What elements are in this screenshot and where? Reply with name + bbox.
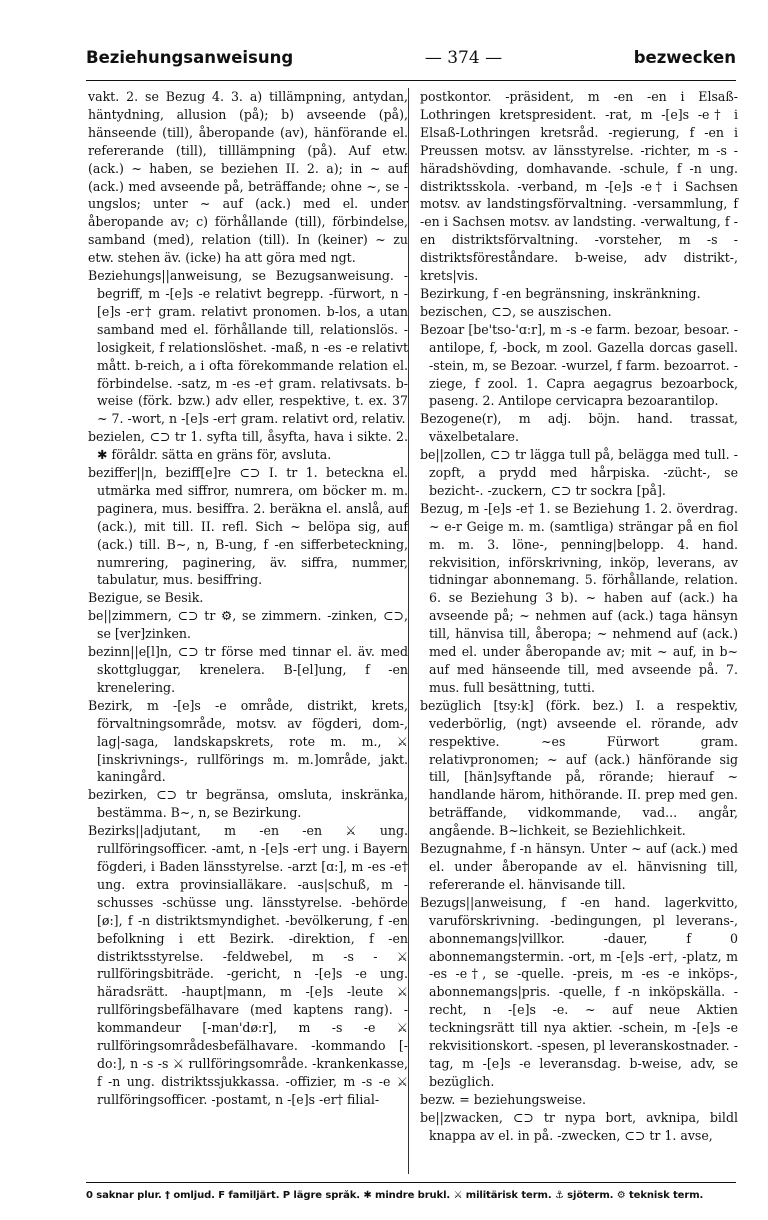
entry: bezw. = beziehungsweise. [420, 1091, 587, 1107]
entry: be||zimmern, ⊂⊃ tr ⚙, se zimmern. -zinken, ⊂⊃, se [ver]zinken. [88, 608, 408, 642]
entry: Bezigue, se Besik. [88, 590, 204, 606]
header-rule [86, 80, 736, 81]
entry: be||zollen, ⊂⊃ tr lägga tull på, belägga med tull. -zopft, a prydd med hårpiska. -zücht-, se bezicht-. -zuckern, ⊂⊃ tr sockra [på]. [420, 447, 738, 498]
entry: vakt. 2. se Bezug 4. 3. a) tillämpning, antydan, häntydning, allusion (på); b) avseende (på), hänseende (till), åberopande (av), hänförande el. refererande (till), tilllämpning (på). Auf etw. (ack.) ~ haben, se beziehen II. 2. a); in ~ auf (ack.) med avseende på, beträffande; ohne ~, se -ungslos; unter ~ auf (ack.) med el. under åberopande av; c) förhållande (till), förbindelse, samband (med), relation (till). In (keiner) ~ zu etw. stehen äv. (icke) ha att göra med ngt. [88, 89, 408, 266]
entry: postkontor. -präsident, m -en -en i Elsaß-Lothringen kretspresident. -rat, m -[e]s -e† i Elsaß-Lothringen kretsråd. -regierung, f -en i Preussen motsv. av länsstyrelse. -richter, m -s - häradshövding, domhavande. -schule, f -n ung. distriktsskola. -verband, m -[e]s -e† i Sachsen motsv. av landstingsförvaltning. -versammlung, f -en i Sachsen motsv. av landsting. -verwaltung, f -en distriktsförvaltning. -vorsteher, m -s - distriktsföreståndare. b-weise, adv distrikt-, krets|vis. [420, 89, 738, 284]
entry: bezischen, ⊂⊃, se auszischen. [420, 303, 612, 319]
column-divider [408, 88, 409, 1174]
left-column [88, 88, 408, 1109]
entry: Bezugs||anweisung, f -en hand. lagerkvitto, varuförskrivning. -bedingungen, pl leverans-, abonnemangs|villkor. -dauer, f 0 abonnemangstermin. -ort, m -[e]s -er†, -platz, m -es -e†, se -quelle. -preis, m -es -e inköps-, abonnemangs|pris. -quelle, f -n inköpskälla. -recht, n -[e]s -e. ~ auf neue Aktien teckningsrätt till nya aktier. -schein, m -[e]s -e rekvisitionskort. -spesen, pl leveranskostnader. -tag, m -[e]s -e leveransdag. b-weise, adv, se bezüglich. [420, 894, 738, 1089]
entry: Bezoar [be'tso-'ɑ:r], m -s -e farm. bezoar, besoar. -antilope, f, -bock, m zool. Gazella dorcas gasell. -stein, m, se Bezoar. -wurzel, f farm. bezoarrot. -ziege, f zool. 1. Capra aegagrus bezoarbock, paseng. 2. Antilope cervicapra bezoarantilop. [420, 321, 738, 409]
right-column [420, 88, 738, 1144]
footer-rule [86, 1182, 736, 1183]
entry: bezinn||e[l]n, ⊂⊃ tr förse med tinnar el. äv. med skottgluggar, krenelera. B-[el]ung, f -en krenelering. [88, 644, 408, 695]
entry: bezüglich [tsy:k] (förk. bez.) I. a respektiv, vederbörlig, (ngt) avseende el. rörande, adv respektive. ~es Fürwort gram. relativpronomen; ~ auf (ack.) hänförande sig till, [hän]syftande på, rörande; hierauf ~ handlande härom, hithörande. II. prep med gen. beträffande, vidkommande, vad... angår, angående. B~lichkeit, se Beziehlichkeit. [420, 697, 738, 839]
page-header [86, 48, 736, 76]
entry: Beziehungs||anweisung, se Bezugsanweisung. -begriff, m -[e]s -e relativt begrepp. -fürwort, n -[e]s -er† gram. relativt pronomen. b-los, a utan samband med el. förhållande till, relationslös. -losigkeit, f relationslöshet. -maß, n -es -e relativt mått. b-reich, a i ofta förekommande relation el. förbindelse. -satz, m -es -e† gram. relativsats. b-weise (förk. bzw.) adv eller, respektive, t. ex. 37 ~ 7. -wort, n -[e]s -er† gram. relativt ord, relativ. [88, 268, 408, 427]
entry: be||zwacken, ⊂⊃ tr nypa bort, avknipa, bildl knappa av el. in på. -zwecken, ⊂⊃ tr 1. avse, [420, 1109, 738, 1143]
entry: Bezogene(r), m adj. böjn. hand. trassat, växelbetalare. [420, 411, 738, 445]
entry: Bezirkung, f -en begränsning, inskränkning. [420, 285, 701, 301]
entry: bezielen, ⊂⊃ tr 1. syfta till, åsyfta, hava i sikte. 2. ✱ förâldr. sätta en gräns för, avsluta. [88, 429, 408, 463]
entry: Bezug, m -[e]s -e† 1. se Beziehung 1. 2. överdrag. ~ e-r Geige m. m. (samtliga) strängar på en fiol m. m. 3. löne-, penning|belopp. 4. hand. rekvisition, införskrivning, inköp, leverans, av tidningar abonnemang. 5. förhållande, relation. 6. se Beziehung 3 b). ~ haben auf (ack.) ha avseende på; ~ nehmen auf (ack.) taga hänsyn till, hänvisa till, åberopa; ~ nehmend auf (ack.) med el. under åberopande av; mit ~ auf, in b~ auf med hänseende till, med avseende på. 7. mus. full besättning, tutti. [420, 500, 738, 695]
entry: bezirken, ⊂⊃ tr begränsa, omsluta, inskränka, bestämma. B~, n, se Bezirkung. [88, 787, 408, 821]
abbreviation-legend: 0 saknar plur. † omljud. F familjärt. P lägre språk. ✱ mindre brukl. ⚔ militärisk term. ⚓ sjöterm. ⚙ teknisk term. [86, 1190, 704, 1201]
header-last-entry: bezwecken [633, 48, 736, 67]
entry: Bezirks||adjutant, m -en -en ⚔ ung. rullföringsofficer. -amt, n -[e]s -er† ung. i Bayern fögderi, i Baden länsstyrelse. -arzt [ɑ:], m -es -e† ung. extra provinsialläkare. -aus|schuß, m -schusses -schüsse ung. länsstyrelse. -behörde [ø:], f -n distriktsmyndighet. -bevölkerung, f -en befolkning i ett Bezirk. -direktion, f -en distriktsstyrelse. -feldwebel, m -s - ⚔ rullföringsbiträde. -gericht, n -[e]s -e ung. häradsrätt. -haupt|mann, m -[e]s -leute ⚔ rullföringsbefälhavare (med kaptens rang). -kommandeur [-man'dø:r], m -s -e ⚔ rullföringsområdesbefälhavare. -kommando [-do:], n -s -s ⚔ rullföringsområde. -krankenkasse, f -n ung. distriktssjukkassa. -offizier, m -s -e ⚔ rullföringsofficer. -postamt, n -[e]s -er† filial- [88, 823, 408, 1107]
entry: beziffer||n, beziff[e]re ⊂⊃ I. tr 1. beteckna el. utmärka med siffror, numrera, om böcker m. m. paginera, mus. besiffra. 2. beräkna el. anslå, auf (ack.), mit till. II. refl. Sich ~ belöpa sig, auf (ack.) till. B~, n, B-ung, f -en sifferbeteckning, numrering, paginering, äv. siffra, nummer, tabulatur, mus. besiffring. [88, 465, 408, 588]
entry: Bezugnahme, f -n hänsyn. Unter ~ auf (ack.) med el. under åberopande av el. hänvisning till, refererande el. hänvisande till. [420, 841, 738, 892]
header-first-entry: Beziehungsanweisung [86, 48, 294, 67]
page-number: — 374 — [424, 48, 503, 68]
entry: Bezirk, m -[e]s -e område, distrikt, krets, förvaltningsområde, motsv. av fögderi, dom-, lag|-saga, landskapskrets, rote m. m., ⚔ [inskrivnings-, rullförings m. m.]område, jakt. kaningård. [88, 697, 408, 785]
